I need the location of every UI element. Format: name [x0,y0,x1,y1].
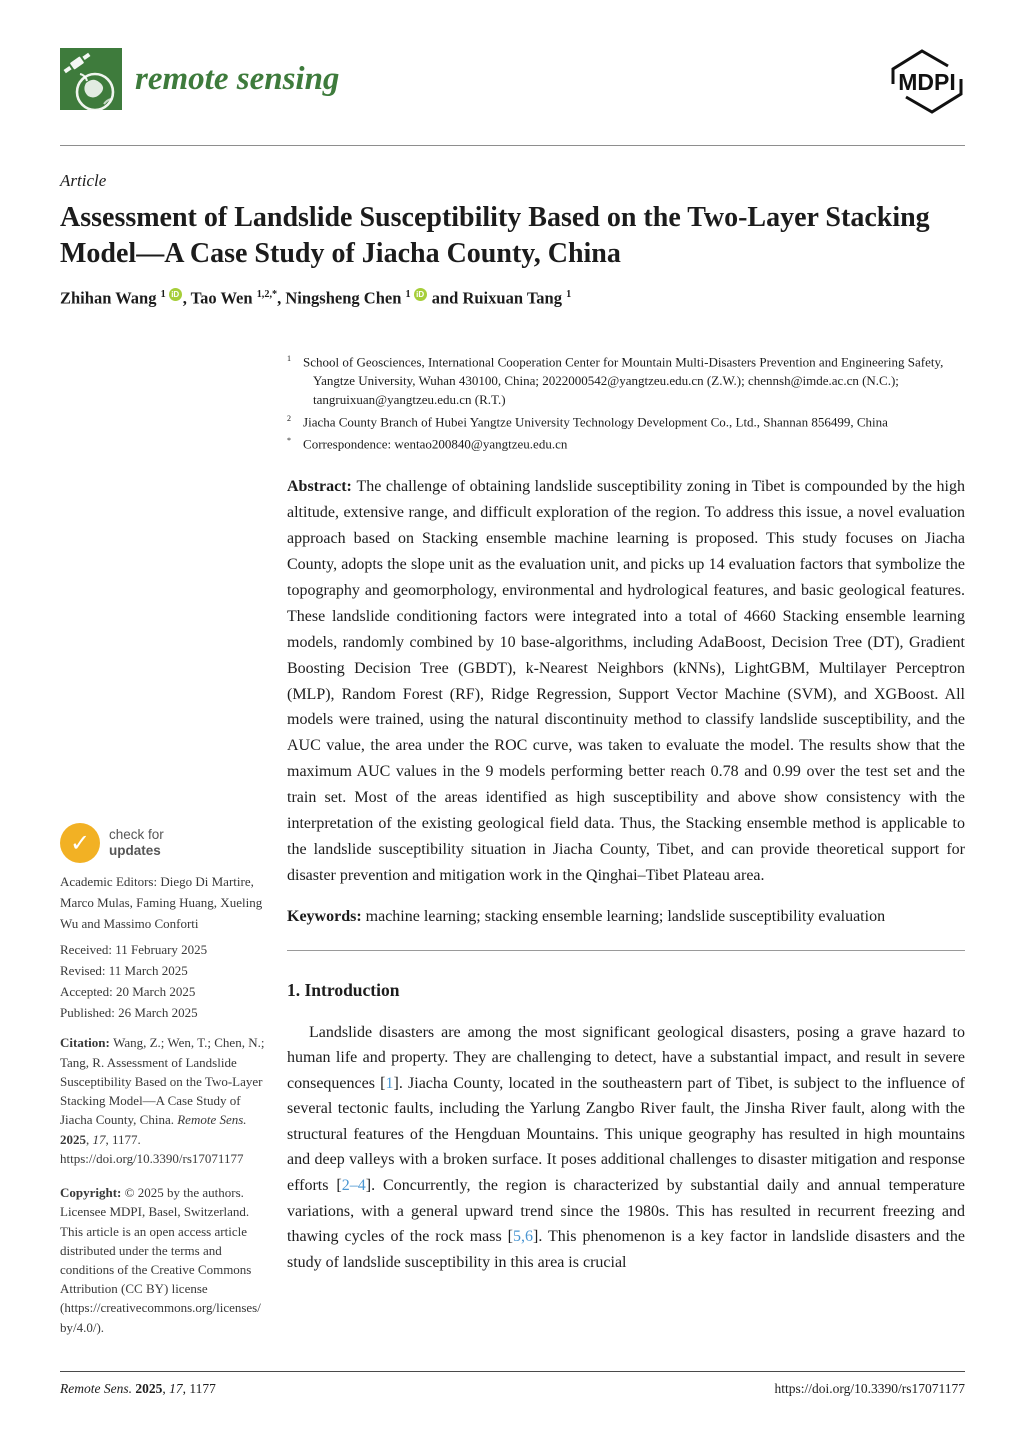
text-segment: Keywords: [287,907,366,925]
text-segment: ]. Jiacha County, located in the southeastern part of Tibet, is subject to the influence of several tectonic faults, including the Yarlung Zangbo River fault, the Jinsha River fault, along with the structural features of the Hengduan Mountains. This unique geography has resulted in high mountains and deep valleys with a broken surface. It poses additional challenges to disaster mitigation and response efforts [ [287,1074,966,1195]
text-segment: The challenge of obtaining landslide susceptibility zoning in Tibet is compounded by the high altitude, extensive range, and difficult exploration of the region. To address this issue, a novel evaluation approach based on Stacking ensemble machine learning is proposed. This study focuses on Jiacha County, adopts the slope unit as the evaluation unit, and picks up 14 evaluation factors that symbolize the topography and geomorphology, environmental and hydrological features, and basic geological features. These landslide conditioning factors were integrated into a total of 4660 Stacking ensemble learning models, randomly combined by 10 base-algorithms, including AdaBoost, Decision Tree (DT), Gradient Boosting Decision Tree (GBDT), k-Nearest Neighbors (kNNs), LightGBM, Multilayer Perceptron (MLP), Random Forest (RF), Ridge Regression, Support Vector Machine (SVM), and XGBoost. All models were trained, using the natural discontinuity method to classify landslide susceptibility, and the AUC value, the area under the ROC curve, was taken to evaluate the model. The results show that the maximum AUC values in the 9 models performing better reach 0.78 and 0.99 over the test set and the train set. Most of the areas identified as high susceptibility and above show consistency with the interpretation of the existing geological field data. Thus, the Stacking ensemble method is applicable to the landslide susceptibility situation in Jiacha County, Tibet, and can provide theoretical support for disaster prevention and mitigation work in the Qinghai–Tibet Plateau area. [287,478,965,884]
text-segment: , 1177. https://doi.org/10.3390/rs17071177 [60,1131,244,1166]
citation-block [60,1033,265,1168]
text-segment: 1 [566,288,572,300]
copyright-block [60,1183,265,1337]
badge-label-line2: updates [109,843,161,859]
academic-editors: Academic Editors: Diego Di Martire, Marco Mulas, Faming Huang, Xueling Wu and Massimo Conforti [60,874,263,932]
journal-header [0,0,1024,118]
text-segment: ]. Concurrently, the region is characterized by substantial daily and annual temperature variations, with a general upward trend since the 1980s. This has resulted in recurrent freezing and thawing cycles of the rock mass [ [287,1177,966,1246]
text-segment: , Ningsheng Chen [277,288,406,308]
article-type-label: Article [60,171,107,190]
text-segment: 1 [160,288,166,300]
page-title: Assessment of Landslide Susceptibility Based on the Two-Layer Stacking Model—A Case Study of Jiacha County, China [60,202,930,270]
citation-ref[interactable]: 5,6 [513,1228,534,1246]
introduction-paragraph [287,1020,965,1276]
text-segment: , Tao Wen [182,288,257,308]
mdpi-logo-text: MDPI [898,69,956,95]
text-segment: and Ruixuan Tang [427,288,567,308]
page-footer [60,1371,965,1397]
section-heading-introduction: 1. Introduction [287,979,400,1000]
date-revised: Revised: 11 March 2025 [60,963,188,979]
date-accepted: Accepted: 20 March 2025 [60,984,196,1000]
checkmark-icon: ✓ [60,823,100,863]
affiliation-item [287,410,965,432]
footer-journal-ref [60,1381,216,1397]
affiliation-item [287,350,965,410]
mdpi-logo [886,48,968,118]
affiliation-marker: 1 [287,354,292,364]
text-segment: ]. This phenomenon is a key factor in landslide disasters and the study of landslide susceptibility in this area is crucial [287,1228,966,1271]
text-segment: 1,2,* [256,288,278,300]
orcid-icon[interactable]: iD [414,288,427,301]
keywords-divider [287,950,965,951]
citation-ref[interactable]: 2–4 [341,1177,366,1195]
text-segment: Wang, Z.; Wen, T.; Chen, N.; Tang, R. Assessment of Landslide Susceptibility Based on the Two-Layer Stacking Model—A Case Study of Jiacha County, China. [60,1035,265,1128]
two-column-area [60,308,965,1337]
journal-logo [60,48,339,110]
authors-line [60,288,964,309]
text-segment: 1 [405,288,411,300]
affiliation-text: School of Geosciences, International Cooperation Center for Mountain Multi-Disasters Prevention and Engineering Safety, Yangtze University, Wuhan 430100, China; 2022000542@yangtzeu.edu.cn (Z.W.); chennsh@imde.ac.cn (N.C.); tangruixuan@yangtzeu.edu.cn (R.T.) [303,354,944,408]
text-segment: , 1177 [182,1381,216,1396]
abstract-paragraph [287,474,965,889]
header-divider [60,145,965,146]
text-segment: Abstract: [287,478,357,496]
text-segment: 2025 [60,1131,86,1147]
text-segment: Zhihan Wang [60,288,161,308]
history-dates [60,940,265,1023]
keywords-line [287,904,965,930]
badge-label-line1: check for [109,827,164,843]
affiliation-marker: * [287,436,292,446]
text-segment: 17 [92,1131,106,1147]
footer-doi-link[interactable]: https://doi.org/10.3390/rs17071177 [774,1381,965,1396]
affiliation-text: Correspondence: wentao200840@yangtzeu.edu.cn [303,436,568,452]
date-received: Received: 11 February 2025 [60,942,208,958]
text-segment: Remote Sens. [177,1112,247,1128]
text-segment: machine learning; stacking ensemble learning; landslide susceptibility evaluation [365,907,886,925]
affiliations [287,350,965,454]
text-segment: 2025 [135,1381,163,1396]
left-sidebar [60,308,265,1337]
check-for-updates-badge[interactable] [60,823,265,863]
citation-ref[interactable]: 1 [385,1074,394,1092]
text-segment: , [86,1131,93,1147]
text-segment: Citation: [60,1035,114,1051]
affiliation-item [287,432,965,454]
main-column [287,308,965,1275]
journal-name: remote sensing [135,61,340,97]
remote-sensing-logo-icon [60,48,122,110]
affiliation-text: Jiacha County Branch of Hubei Yangtze University Technology Development Co., Ltd., Shannan 856499, China [303,414,888,430]
orcid-icon[interactable]: iD [169,288,182,301]
text-segment: Remote Sens. [60,1381,136,1396]
text-segment: Copyright: [60,1185,125,1201]
text-segment: , [162,1381,170,1396]
affiliation-marker: 2 [287,414,292,423]
footer-divider [60,1371,965,1372]
text-segment: 17 [169,1381,183,1396]
date-published: Published: 26 March 2025 [60,1005,198,1021]
text-segment: © 2025 by the authors. Licensee MDPI, Basel, Switzerland. This article is an open access article distributed under the terms and conditions of the Creative Commons Attribution (CC BY) license (https://creativecommons.org/licenses/by/4.0/). [60,1185,261,1335]
text-segment: Landslide disasters are among the most significant geological disasters, posing a grave hazard to human life and property. They are challenging to detect, have a substantial impact, and result in severe consequences [ [287,1023,965,1092]
